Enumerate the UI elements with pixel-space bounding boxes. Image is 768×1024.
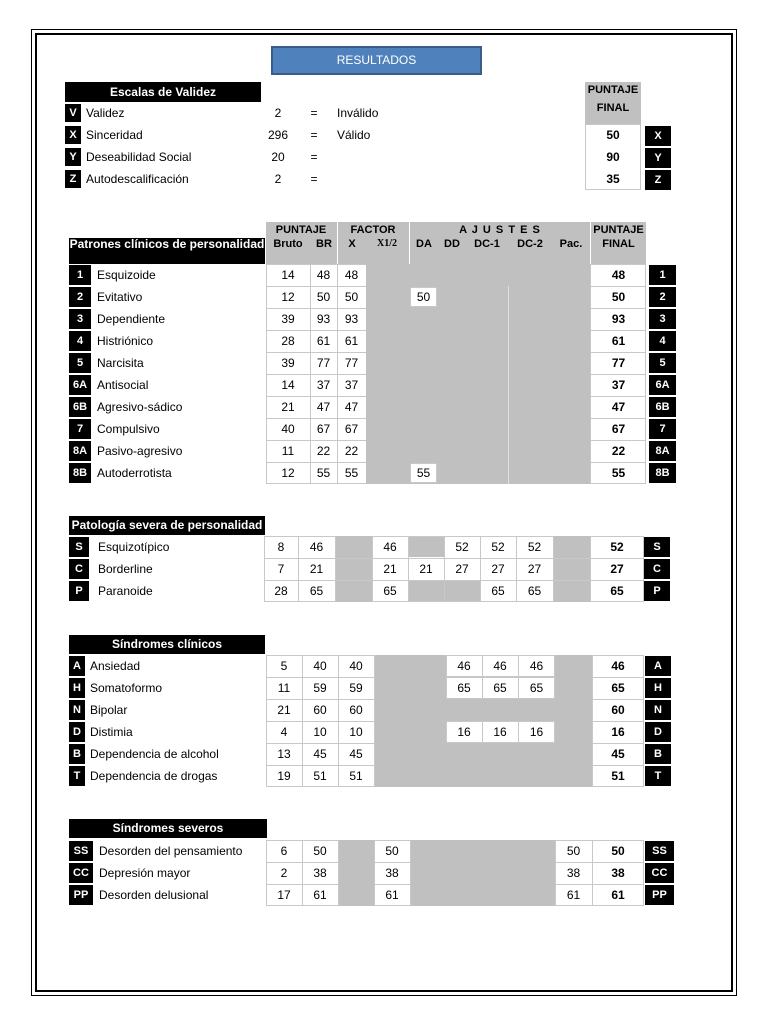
grid-vline [553, 536, 554, 602]
pattern-br: 77 [316, 356, 331, 370]
pattern-final: 50 [611, 290, 626, 304]
clinical-bruto: 4 [280, 725, 288, 739]
clinical-label: Somatoformo [90, 681, 163, 695]
syndrome-bruto: 17 [277, 888, 291, 902]
validity-result: Inválido [337, 106, 379, 120]
header-br: BR [316, 238, 332, 250]
header-x: X [348, 238, 356, 250]
grid-hline [266, 396, 366, 397]
grid-hline [591, 352, 646, 353]
clinical-final: 65 [611, 681, 625, 695]
pattern-br: 22 [316, 444, 331, 458]
pattern-final: 48 [611, 268, 626, 282]
severe-bruto: 28 [274, 584, 288, 598]
pattern-code-badge: 2 [69, 287, 91, 307]
pattern-bruto: 21 [281, 400, 295, 414]
clinical-adjust-shade [446, 765, 555, 787]
pattern-bruto: 39 [281, 356, 295, 370]
clinical-final-code-badge: A [645, 656, 671, 676]
severe-final: 27 [610, 562, 624, 576]
validity-final-code-badge: Y [645, 148, 671, 168]
pattern-br: 93 [316, 312, 331, 326]
clinical-bruto: 5 [280, 659, 288, 673]
validity-final-code-badge: X [645, 126, 671, 146]
syndrome-x12: 50 [385, 844, 399, 858]
grid-hline [266, 862, 338, 863]
validity-final-code-badge: Z [645, 170, 671, 190]
severe-dc1: 52 [491, 540, 505, 554]
pattern-bruto: 28 [281, 334, 295, 348]
grid-hline [591, 286, 646, 287]
validity-result: Válido [337, 128, 371, 142]
grid-hline [266, 352, 366, 353]
grid-hline [555, 862, 644, 863]
severe-label: Borderline [98, 562, 153, 576]
validity-score: 2 [274, 172, 282, 186]
validity-label: Autodescalificación [86, 172, 189, 186]
pattern-final: 61 [611, 334, 626, 348]
validity-code-badge: X [65, 126, 81, 144]
patterns-header: Patrones clínicos de personalidad [69, 238, 265, 264]
syndrome-bruto: 2 [280, 866, 288, 880]
clinical-final-code-badge: H [645, 678, 671, 698]
pattern-code-badge: 6B [69, 397, 91, 417]
severe-bruto: 7 [277, 562, 285, 576]
severe-dc1: 65 [491, 584, 505, 598]
grid-vline [508, 286, 509, 484]
grid-hline [266, 440, 366, 441]
syndrome-label: Desorden delusional [99, 888, 209, 902]
clinical-adjust-shade [446, 743, 555, 765]
syndrome-code-badge: CC [69, 863, 93, 883]
pattern-br: 67 [316, 422, 331, 436]
pattern-bruto: 11 [281, 444, 295, 458]
validity-score: 20 [271, 150, 285, 164]
pattern-final: 67 [611, 422, 626, 436]
syndrome-br: 38 [313, 866, 327, 880]
syndrome-final: 38 [611, 866, 625, 880]
pattern-final: 77 [611, 356, 626, 370]
clinical-br: 45 [313, 747, 327, 761]
grid-hline [266, 462, 366, 463]
clinical-label: Dependencia de drogas [90, 769, 218, 783]
grid-hline [264, 558, 644, 559]
severe-br: 21 [309, 562, 324, 576]
grid-hline [266, 884, 338, 885]
severe-final: 65 [610, 584, 624, 598]
severe-dc1: 27 [491, 562, 505, 576]
pattern-label: Esquizoide [97, 268, 156, 282]
clinical-label: Bipolar [90, 703, 128, 717]
clinical-bruto: 11 [277, 681, 291, 695]
clinical-dc1: 16 [493, 725, 507, 739]
header-ajustes: A J U S T E S [459, 224, 541, 236]
pattern-bruto: 14 [281, 378, 295, 392]
pattern-x: 93 [344, 312, 359, 326]
pattern-x: 67 [344, 422, 359, 436]
severe-shade-x [335, 536, 372, 602]
syndrome-pac: 61 [566, 888, 581, 902]
validity-code-badge: Z [65, 170, 81, 188]
severe-label: Esquizotípico [98, 540, 170, 554]
clinical-final: 51 [611, 769, 625, 783]
validity-label: Sinceridad [86, 128, 143, 142]
pattern-final: 47 [611, 400, 626, 414]
clinical-dd: 65 [457, 681, 471, 695]
severe-syndromes-header: Síndromes severos [69, 819, 267, 838]
pattern-final-code-badge: 1 [649, 265, 676, 285]
clinical-bruto: 21 [277, 703, 291, 717]
validity-final-score: 35 [606, 172, 620, 186]
pattern-da: 50 [416, 290, 431, 304]
pattern-br: 61 [316, 334, 331, 348]
pattern-br: 37 [316, 378, 331, 392]
pattern-bruto: 12 [281, 466, 295, 480]
syndrome-br: 50 [313, 844, 327, 858]
pattern-bruto: 39 [281, 312, 295, 326]
grid-hline [266, 308, 366, 309]
grid-vline [335, 536, 336, 602]
severe-personality-header: Patología severa de personalidad [69, 516, 265, 535]
clinical-bruto: 13 [277, 747, 291, 761]
severe-dc2: 52 [527, 540, 542, 554]
severe-br: 46 [309, 540, 324, 554]
pattern-label: Narcisita [97, 356, 144, 370]
syndrome-final: 61 [611, 888, 625, 902]
syndrome-final: 50 [611, 844, 625, 858]
grid-hline [591, 462, 646, 463]
clinical-final: 46 [611, 659, 625, 673]
clinical-dd: 46 [457, 659, 471, 673]
pattern-label: Pasivo-agresivo [97, 444, 183, 458]
syndrome-label: Desorden del pensamiento [99, 844, 243, 858]
severe-label: Paranoide [98, 584, 153, 598]
clinical-shade-pac [555, 655, 592, 787]
syndrome-x12: 38 [385, 866, 399, 880]
severe-x12: 46 [383, 540, 397, 554]
pattern-code-badge: 1 [69, 265, 91, 285]
syndrome-final-code-badge: CC [645, 863, 674, 883]
clinical-x: 51 [349, 769, 363, 783]
syndrome-label: Depresión mayor [99, 866, 191, 880]
pattern-code-badge: 8A [69, 441, 91, 461]
header-final-1: PUNTAJE [593, 224, 644, 236]
severe-x12: 21 [383, 562, 397, 576]
pattern-br: 48 [316, 268, 331, 282]
clinical-code-badge: N [69, 700, 85, 720]
pattern-label: Compulsivo [97, 422, 160, 436]
pattern-final: 93 [611, 312, 626, 326]
header-dc2: DC-2 [517, 238, 543, 250]
clinical-final-code-badge: T [645, 766, 671, 786]
grid-hline [266, 286, 366, 287]
pattern-br: 47 [316, 400, 331, 414]
clinical-br: 40 [313, 659, 327, 673]
validity-equals: = [310, 172, 318, 186]
syndrome-final-code-badge: PP [645, 885, 674, 905]
grid-hline [592, 699, 644, 700]
validity-score: 2 [274, 106, 282, 120]
validity-equals: = [310, 150, 318, 164]
clinical-adjust-shade [446, 699, 555, 721]
grid-hline [591, 418, 646, 419]
pattern-final-code-badge: 7 [649, 419, 676, 439]
pattern-final-code-badge: 6A [649, 375, 676, 395]
pattern-label: Dependiente [97, 312, 166, 326]
pattern-final-code-badge: 8A [649, 441, 676, 461]
validity-label: Validez [86, 106, 125, 120]
grid-hline [591, 396, 646, 397]
pattern-x: 77 [344, 356, 359, 370]
pattern-label: Autoderrotista [97, 466, 172, 480]
validity-final-score: 50 [606, 128, 620, 142]
clinical-label: Ansiedad [90, 659, 141, 673]
severe-dc2: 65 [527, 584, 542, 598]
pattern-final-code-badge: 8B [649, 463, 676, 483]
clinical-dd: 16 [457, 725, 471, 739]
grid-hline [266, 330, 366, 331]
pattern-final: 22 [611, 444, 626, 458]
grid-hline [266, 677, 374, 678]
pattern-final-code-badge: 4 [649, 331, 676, 351]
pattern-br: 55 [316, 466, 331, 480]
grid-hline [266, 721, 374, 722]
clinical-header: Síndromes clínicos [69, 635, 265, 654]
clinical-final: 45 [611, 747, 625, 761]
clinical-final-code-badge: B [645, 744, 671, 764]
severe-da-shade [409, 581, 444, 601]
validity-final-score: 90 [606, 150, 620, 164]
severe-bruto: 8 [277, 540, 285, 554]
grid-hline [592, 743, 644, 744]
severe-dd-shade [445, 581, 480, 601]
clinical-dc1: 46 [493, 659, 507, 673]
pattern-code-badge: 6A [69, 375, 91, 395]
syndrome-code-badge: SS [69, 841, 93, 861]
clinical-final: 16 [611, 725, 625, 739]
validity-final-header-2: FINAL [596, 102, 630, 114]
syndromes-shade-adjust [410, 840, 555, 906]
grid-hline [374, 862, 410, 863]
clinical-x: 59 [349, 681, 363, 695]
header-pac: Pac. [559, 238, 583, 250]
grid-hline [266, 743, 374, 744]
grid-hline [555, 884, 644, 885]
severe-dd: 27 [455, 562, 469, 576]
grid-vline [410, 840, 411, 906]
header-puntaje: PUNTAJE [275, 224, 327, 236]
pattern-code-badge: 8B [69, 463, 91, 483]
syndrome-final-code-badge: SS [645, 841, 674, 861]
pattern-da: 55 [416, 466, 431, 480]
clinical-bruto: 19 [277, 769, 291, 783]
clinical-label: Distimia [90, 725, 133, 739]
validity-code-badge: Y [65, 148, 81, 166]
clinical-br: 10 [313, 725, 327, 739]
severe-code-badge: C [69, 559, 89, 579]
severe-final-code-badge: P [644, 581, 670, 601]
severe-final: 52 [610, 540, 624, 554]
clinical-x: 45 [349, 747, 363, 761]
severe-dd: 52 [455, 540, 469, 554]
grid-hline [266, 418, 366, 419]
clinical-br: 59 [313, 681, 327, 695]
clinical-x: 40 [349, 659, 363, 673]
pattern-code-badge: 5 [69, 353, 91, 373]
severe-da-shade [409, 537, 444, 557]
severe-shade-pac [553, 536, 590, 602]
clinical-x: 10 [349, 725, 363, 739]
pattern-x: 37 [344, 378, 359, 392]
clinical-code-badge: D [69, 722, 85, 742]
header-factor: FACTOR [350, 224, 396, 236]
grid-hline [266, 374, 366, 375]
pattern-bruto: 40 [281, 422, 295, 436]
clinical-final-code-badge: D [645, 722, 671, 742]
grid-hline [591, 374, 646, 375]
pattern-x: 47 [344, 400, 359, 414]
severe-br: 65 [309, 584, 324, 598]
syndrome-pac: 38 [566, 866, 581, 880]
syndrome-code-badge: PP [69, 885, 93, 905]
pattern-x: 48 [344, 268, 359, 282]
validity-equals: = [310, 106, 318, 120]
clinical-label: Dependencia de alcohol [90, 747, 219, 761]
page-title: RESULTADOS [271, 46, 482, 75]
clinical-br: 51 [313, 769, 327, 783]
validity-equals: = [310, 128, 318, 142]
header-dd: DD [444, 238, 460, 250]
clinical-shade-a [374, 655, 446, 787]
severe-code-badge: P [69, 581, 89, 601]
grid-vline [338, 840, 339, 906]
pattern-bruto: 12 [281, 290, 295, 304]
clinical-code-badge: B [69, 744, 85, 764]
pattern-code-badge: 4 [69, 331, 91, 351]
grid-hline [591, 308, 646, 309]
clinical-code-badge: H [69, 678, 85, 698]
severe-final-code-badge: S [644, 537, 670, 557]
grid-hline [592, 765, 644, 766]
clinical-dc2: 65 [529, 681, 544, 695]
pattern-final-code-badge: 3 [649, 309, 676, 329]
header-final-2: FINAL [602, 238, 635, 250]
grid-hline [374, 884, 410, 885]
pattern-label: Antisocial [97, 378, 149, 392]
patterns-adjust-shade [366, 264, 591, 484]
pattern-label: Histriónico [97, 334, 154, 348]
clinical-code-badge: A [69, 656, 85, 676]
pattern-x: 55 [344, 466, 359, 480]
validity-code-badge: V [65, 104, 81, 122]
pattern-label: Agresivo-sádico [97, 400, 183, 414]
grid-hline [592, 677, 644, 678]
pattern-final-code-badge: 5 [649, 353, 676, 373]
pattern-final: 55 [611, 466, 626, 480]
pattern-code-badge: 7 [69, 419, 91, 439]
clinical-x: 60 [349, 703, 363, 717]
syndrome-x12: 61 [385, 888, 399, 902]
validity-final-header-1: PUNTAJE [587, 84, 639, 96]
header-dc1: DC-1 [474, 238, 500, 250]
pattern-x: 61 [344, 334, 359, 348]
pattern-br: 50 [316, 290, 331, 304]
syndrome-pac: 50 [566, 844, 581, 858]
clinical-dc2: 16 [529, 725, 544, 739]
pattern-final-code-badge: 6B [649, 397, 676, 417]
grid-hline [266, 765, 374, 766]
pattern-final-code-badge: 2 [649, 287, 676, 307]
pattern-bruto: 14 [281, 268, 295, 282]
header-x12: X1/2 [377, 238, 397, 249]
grid-hline [592, 721, 644, 722]
clinical-final-code-badge: N [645, 700, 671, 720]
grid-vline [374, 655, 375, 787]
grid-hline [591, 440, 646, 441]
severe-code-badge: S [69, 537, 89, 557]
severe-x12: 65 [383, 584, 397, 598]
pattern-x: 22 [344, 444, 359, 458]
pattern-x: 50 [344, 290, 359, 304]
pattern-final: 37 [611, 378, 626, 392]
validity-label: Deseabilidad Social [86, 150, 192, 164]
pattern-code-badge: 3 [69, 309, 91, 329]
header-bruto: Bruto [273, 238, 303, 250]
validity-score: 296 [267, 128, 289, 142]
grid-hline [591, 330, 646, 331]
severe-da: 21 [419, 562, 433, 576]
syndromes-shade-x [338, 840, 374, 906]
clinical-br: 60 [313, 703, 327, 717]
clinical-dc2: 46 [529, 659, 544, 673]
pattern-label: Evitativo [97, 290, 143, 304]
header-da: DA [416, 238, 432, 250]
severe-dc2: 27 [527, 562, 542, 576]
severe-final-code-badge: C [644, 559, 670, 579]
grid-hline [266, 699, 374, 700]
syndrome-br: 61 [313, 888, 327, 902]
syndrome-bruto: 6 [280, 844, 288, 858]
clinical-final: 60 [611, 703, 625, 717]
clinical-code-badge: T [69, 766, 85, 786]
clinical-dc1: 65 [493, 681, 507, 695]
validity-header: Escalas de Validez [65, 82, 261, 102]
